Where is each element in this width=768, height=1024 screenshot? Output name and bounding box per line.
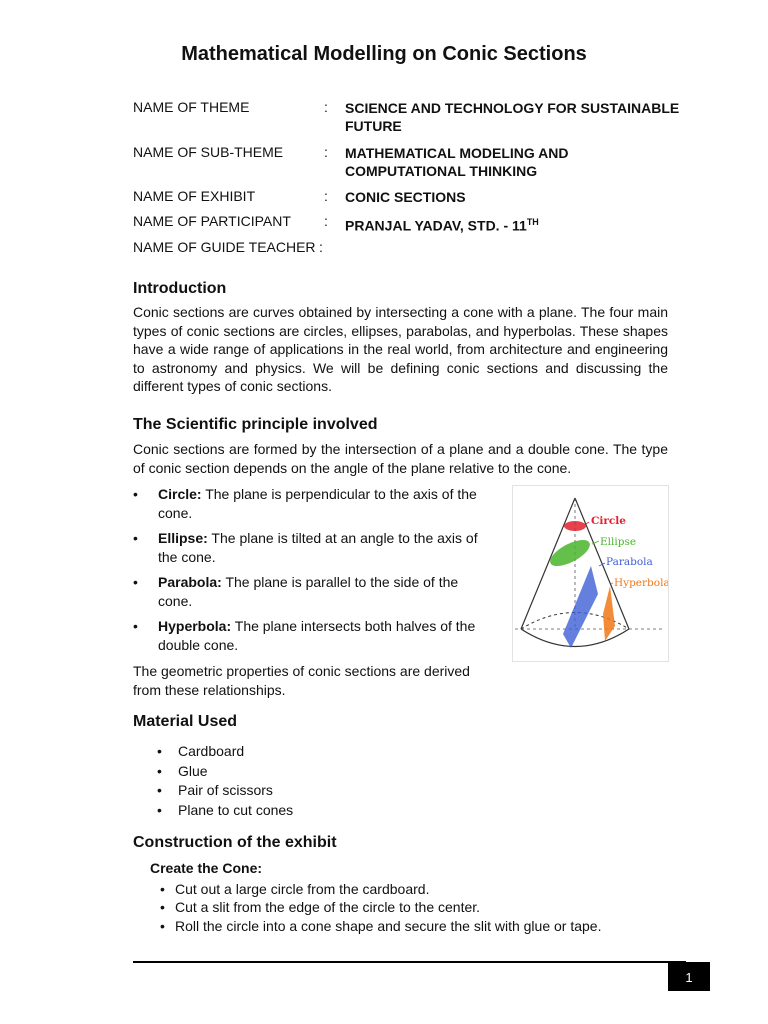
label-circle: Circle: [591, 515, 626, 527]
section-heading-construction: Construction of the exhibit: [133, 834, 337, 851]
section-heading-principle: The Scientific principle involved: [133, 416, 378, 433]
introduction-text: Conic sections are curves obtained by intersecting a cone with a plane. The four main types of conic sections are circles, ellipses, parabolas, and hyperbolas. These shapes have a wide range of applications in the real world, from architecture and engineering to astronomy and physics. We will be defining conic sections and discussing the different types of conic sections.: [133, 304, 668, 394]
principle-closing-text: The geometric properties of conic sections are derived from these relationships.: [133, 663, 470, 698]
meta-colon: :: [324, 188, 328, 204]
list-item-text: [158, 529, 488, 566]
bullet-term: Hyperbola:: [158, 618, 232, 634]
meta-value: CONIC SECTIONS: [345, 189, 466, 205]
meta-value: MATHEMATICAL MODELING AND COMPUTATIONAL THINKING: [345, 145, 569, 179]
material-item: Pair of scissors: [178, 782, 273, 798]
meta-colon: :: [324, 213, 328, 229]
label-hyperbola: Hyperbola: [614, 577, 668, 589]
construction-step: Cut a slit from the edge of the circle to the center.: [175, 899, 481, 915]
bullet-icon: •: [157, 802, 162, 818]
meta-colon: :: [319, 239, 323, 255]
meta-colon: :: [324, 144, 328, 160]
ellipse-section: [546, 535, 593, 572]
principle-text: Conic sections are formed by the intersection of a plane and a double cone. The type of conic section depends on the angle of the plane relative to the cone.: [133, 441, 668, 476]
bullet-icon: •: [157, 782, 162, 798]
bullet-description: The plane is perpendicular to the axis of the cone.: [158, 486, 477, 521]
bullet-icon: •: [160, 899, 165, 915]
bullet-icon: •: [160, 918, 165, 934]
bullet-icon: •: [133, 618, 138, 634]
section-heading-introduction: Introduction: [133, 280, 227, 297]
conic-sections-figure: [512, 485, 669, 662]
material-item: Cardboard: [178, 743, 245, 759]
construction-step: Cut out a large circle from the cardboard.: [175, 881, 430, 897]
bullet-icon: •: [133, 486, 138, 502]
subheading-create-cone: Create the Cone:: [150, 860, 263, 876]
bullet-term: Circle:: [158, 486, 202, 502]
bullet-description: The plane is parallel to the side of the cone.: [158, 574, 459, 609]
hyperbola-section: [603, 586, 615, 641]
meta-label: NAME OF EXHIBIT: [133, 188, 256, 204]
meta-label: NAME OF PARTICIPANT: [133, 213, 291, 229]
list-item-text: [158, 573, 488, 610]
circle-section: [564, 521, 586, 531]
list-item-text: [158, 617, 488, 654]
bullet-description: The plane intersects both halves of the double cone.: [158, 618, 476, 653]
meta-label: NAME OF GUIDE TEACHER: [133, 239, 316, 255]
section-heading-materials: Material Used: [133, 713, 238, 730]
participant-name: PRANJAL YADAV, STD. - 11: [345, 217, 527, 234]
label-parabola: Parabola: [606, 556, 653, 568]
meta-value: SCIENCE AND TECHNOLOGY FOR SUSTAINABLE FUTURE: [345, 100, 680, 134]
bullet-icon: •: [160, 881, 165, 897]
bullet-icon: •: [133, 574, 138, 590]
meta-label: NAME OF SUB-THEME: [133, 144, 284, 160]
bullet-icon: •: [157, 743, 162, 759]
meta-value: [345, 213, 685, 235]
bullet-description: The plane is tilted at an angle to the axis of the cone.: [158, 530, 478, 565]
parabola-section: [563, 566, 598, 648]
footer-rule: [133, 961, 686, 963]
meta-colon: :: [324, 99, 328, 115]
cone-diagram: [513, 486, 668, 661]
grade-suffix: TH: [526, 217, 539, 227]
construction-step: Roll the circle into a cone shape and secure the slit with glue or tape.: [175, 918, 602, 934]
meta-label: NAME OF THEME: [133, 99, 250, 115]
label-ellipse: Ellipse: [600, 536, 637, 548]
material-item: Glue: [178, 763, 208, 779]
bullet-icon: •: [157, 763, 162, 779]
material-item: Plane to cut cones: [178, 802, 294, 818]
bullet-term: Parabola:: [158, 574, 222, 590]
page-number: 1: [668, 962, 710, 991]
bullet-icon: •: [133, 530, 138, 546]
list-item-text: [158, 485, 488, 522]
page-title: Mathematical Modelling on Conic Sections: [181, 43, 587, 65]
bullet-term: Ellipse:: [158, 530, 208, 546]
